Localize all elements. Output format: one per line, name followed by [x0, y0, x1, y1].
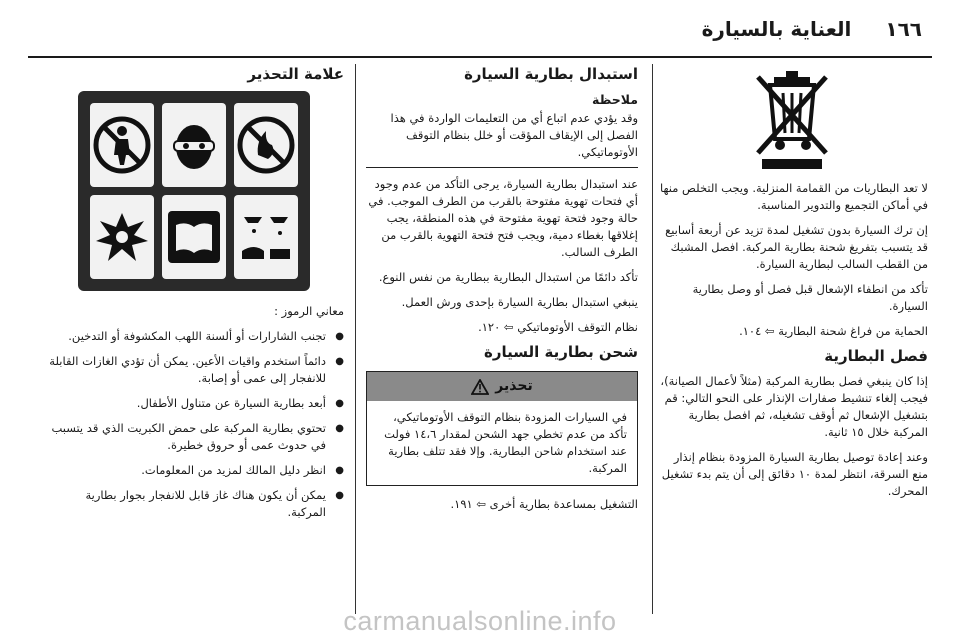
- symbol-meanings-list: [44, 328, 344, 521]
- warning-box: [366, 371, 638, 486]
- list-item: ● يمكن أن يكون هناك غاز قابل للانفجار بجوار بطارية المركبة.: [44, 487, 344, 521]
- note-label: ملاحظة: [592, 92, 638, 107]
- paragraph: وعند إعادة توصيل بطارية السيارة المزودة بنظام إنذار منع السرقة، انتظر لمدة ١٠ دقائق إلى أن يتم بدء تشغيل المحرك.: [661, 450, 928, 498]
- keep-children-away-icon: [90, 103, 154, 187]
- page-title: العناية بالسيارة: [701, 17, 852, 41]
- right-column: [656, 64, 928, 508]
- cross-reference: نظام التوقف الأوتوماتيكي ⇦ ١٢٠.: [478, 320, 638, 334]
- read-instructions-icon: [162, 195, 226, 279]
- paragraph: عند استبدال بطارية السيارة، يرجى التأكد من عدم وجود أي فتحات تهوية مفتوحة بالقرب من الطرف الموجب. في حالة وجود فتحة تهوية مفتوحة في هذه المنطقة، يجب إغلاقها بغطاء دمية، ويجب فتح فتحة التهوية بالقرب من الطرف السالب.: [368, 177, 638, 259]
- no-fire-smoking-icon: [234, 103, 298, 187]
- warning-header: [367, 372, 637, 401]
- section-title: شحن بطارية السيارة: [483, 343, 638, 361]
- middle-column: [366, 64, 638, 521]
- eye-protection-icon: [162, 103, 226, 187]
- warning-label-panel: [78, 91, 310, 291]
- paragraph: ينبغي استبدال بطارية السيارة بإحدى ورش العمل.: [401, 295, 638, 309]
- cross-reference: التشغيل بمساعدة بطارية أخرى ⇦ ١٩١.: [450, 497, 638, 511]
- symbols-intro: معاني الرموز :: [274, 304, 344, 318]
- column-divider: [652, 64, 653, 614]
- caustic-acid-icon: [234, 195, 298, 279]
- list-item: ● انظر دليل المالك لمزيد من المعلومات.: [44, 462, 344, 479]
- paragraph: تأكد دائمًا من استبدال البطارية ببطارية من نفس النوع.: [378, 270, 638, 284]
- warning-triangle-icon: [471, 379, 489, 395]
- section-title: فصل البطارية: [824, 347, 928, 365]
- paragraph: إن ترك السيارة بدون تشغيل لمدة تزيد عن أربعة أسابيع قد يتسبب بتفريغ شحنة بطارية المركبة. افصل المشبك من القطب السالب لبطارية السيارة.: [665, 223, 928, 271]
- left-column: [44, 64, 344, 529]
- paragraph: لا تعد البطاريات من القمامة المنزلية. ويجب التخلص منها في أماكن التجميع والتدوير المناسبة.: [659, 181, 928, 212]
- section-title: علامة التحذير: [247, 65, 344, 83]
- warning-text: في السيارات المزودة بنظام التوقف الأوتوماتيكي، تأكد من عدم تخطي جهد الشحن لمقدار ١٤،٦ فولت عند استخدام شاحن البطارية. وإلا فقد تتلف بطارية المركبة.: [384, 410, 627, 475]
- paragraph: إذا كان ينبغي فصل بطارية المركبة (مثلاً لأعمال الصيانة)، فيجب إلغاء تنشيط صفارات الإنذار على النحو التالي: قم بتشغيل الإشعال ثم أوقف تشغيله، ثم افصل بطارية المركبة خلال ١٥ ثانية.: [660, 374, 928, 439]
- section-title: استبدال بطارية السيارة: [464, 65, 638, 83]
- cross-reference: الحماية من فراغ شحنة البطارية ⇦ ١٠٤.: [739, 324, 928, 338]
- page-number: ١٦٦: [885, 17, 922, 41]
- page-header: [0, 0, 960, 58]
- list-item: ● تحتوي بطارية المركبة على حمض الكبريت الذي قد يتسبب في حدوث عمى أو حروق خطيرة.: [44, 420, 344, 454]
- note-text: وقد يؤدي عدم اتباع أي من التعليمات الواردة في هذا الفصل إلى الإيقاف المؤقت أو خلل بنظام التوقف الأوتوماتيكي.: [390, 111, 638, 159]
- crossed-out-bin-icon: [750, 64, 834, 174]
- explosive-gas-icon: [90, 195, 154, 279]
- column-divider: [355, 64, 356, 614]
- header-divider: [28, 56, 932, 58]
- list-item: ● دائماً استخدم واقيات الأعين. يمكن أن تؤدي الغازات القابلة للانفجار إلى عمى أو إصابة.: [44, 353, 344, 387]
- list-item: ● تجنب الشارارات أو ألسنة اللهب المكشوفة أو التدخين.: [44, 328, 344, 345]
- paragraph: تأكد من انطفاء الإشعال قبل فصل أو وصل بطارية السيارة.: [692, 282, 928, 313]
- list-item: ● أبعد بطارية السيارة عن متناول الأطفال.: [44, 395, 344, 412]
- warning-title: تحذير: [495, 378, 533, 394]
- watermark: carmanualsonline.info: [343, 606, 617, 636]
- note-block: [366, 91, 638, 168]
